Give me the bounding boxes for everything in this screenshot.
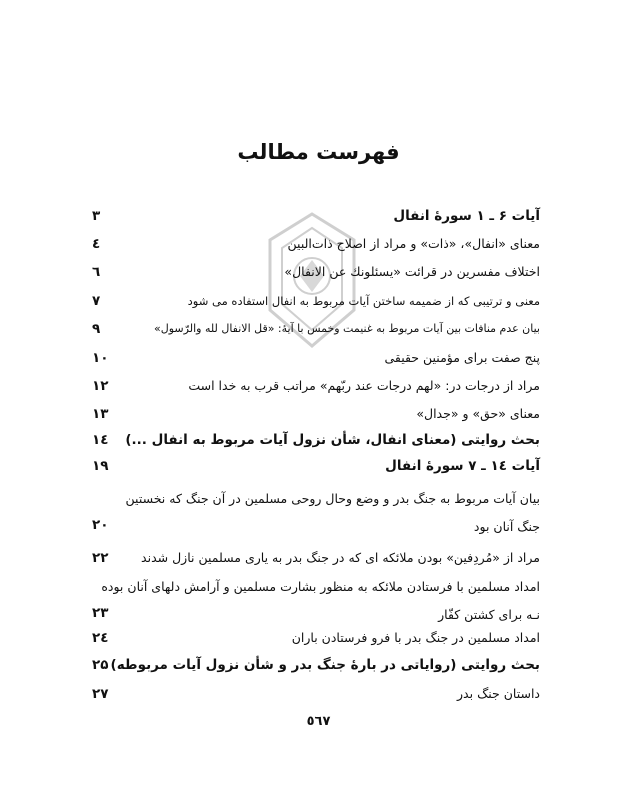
toc-entry[interactable] — [92, 684, 540, 704]
page-number: ٥٦٧ — [306, 714, 331, 729]
toc-entry-page: ۲۰ — [92, 517, 109, 533]
toc-entry-page: ۲۷ — [92, 686, 109, 702]
toc-entry-text: آیات ۶ ـ ۱ سورهٔ انفال — [393, 208, 540, 224]
toc-entry[interactable] — [92, 573, 540, 629]
toc-entry[interactable] — [92, 430, 540, 450]
toc-entry[interactable] — [92, 485, 540, 541]
toc-entry[interactable] — [92, 234, 540, 254]
toc-entry-page: ۹ — [92, 321, 101, 337]
toc-entry-page: ۱۳ — [92, 406, 109, 422]
toc-entry-text: داستان جنگ بدر — [457, 686, 540, 701]
toc-entry-text: مراد از درجات در: «لهم درجات عند ربّهم» مراتب قرب به خدا است — [188, 378, 540, 393]
toc-entry-text: بحث روایتی (روایاتی در بارهٔ جنگ بدر و شأن نزول آیات مربوطه) — [110, 657, 540, 673]
toc-entry[interactable] — [92, 456, 540, 476]
toc-entry-page: ۷ — [92, 293, 101, 309]
toc-entry-text: امداد مسلمین در جنگ بدر با فرو فرستادن باران — [291, 630, 540, 645]
toc-entry-text: معنای «انفال»، «ذات» و مراد از اصلاح ذات‌البین — [287, 236, 540, 251]
page-title: فهرست مطالب — [237, 140, 400, 164]
toc-entry[interactable] — [92, 348, 540, 368]
toc-entry[interactable] — [92, 404, 540, 424]
toc-entry-text: معنای «حق» و «جدال» — [416, 406, 540, 421]
toc-entry[interactable] — [92, 291, 540, 311]
toc-entry[interactable] — [92, 376, 540, 396]
toc-entry-text: پنج صفت برای مؤمنین حقیقی — [384, 350, 540, 365]
toc-entry-page: ۱۲ — [92, 378, 109, 394]
toc-entry-text: مراد از «مُردِفین» بودن ملائکه ای که در جنگ بدر به یاری مسلمین نازل شدند — [141, 550, 540, 565]
toc-entry-page: ١٤ — [92, 432, 109, 448]
toc-entry-text: بیان عدم منافات بین آیات مربوط به غنیمت وخمس با آیهٔ: «قل الانفال لله والرّسول» — [154, 322, 540, 335]
toc-entry[interactable] — [92, 655, 540, 675]
toc-entry-text: معنی و ترتیبی که از ضمیمه ساختن آیات مربوط به انفال استفاده می شود — [187, 294, 540, 308]
toc-entry-page: ۲۳ — [92, 605, 109, 621]
toc-entry-page: ۱۹ — [92, 458, 109, 474]
toc-entry[interactable] — [92, 628, 540, 648]
toc-entry-text: امداد مسلمین با فرستادن ملائکه به منظور بشارت مسلمین و آرامش دلهای آنان بوده نـه برای کشتن کفّار — [101, 579, 540, 622]
toc-entry[interactable] — [92, 319, 540, 339]
toc-entry-page: ۱۰ — [92, 350, 109, 366]
toc-entry-text: بحث روایتی (معنای انفال، شأن نزول آیات مربوط به انفال ...) — [125, 432, 540, 448]
toc-entry-text: بیان آیات مربوط به جنگ بدر و وضع وحال روحی مسلمین در آن جنگ که نخستین جنگ آنان بود — [125, 491, 540, 534]
toc-entry-page: ٢٤ — [92, 630, 109, 646]
toc-entry-page: ٤ — [92, 236, 101, 252]
toc-entry[interactable] — [92, 548, 540, 568]
toc-entry[interactable] — [92, 206, 540, 226]
toc-entry-text: اختلاف مفسرین در قرائت «یسئلونك عن الانفال» — [284, 264, 540, 279]
toc-entry-text: آیات ١٤ ـ ۷ سورهٔ انفال — [385, 458, 540, 474]
toc-entry-page: ٦ — [92, 264, 101, 280]
toc-entry-page: ۳ — [92, 208, 101, 224]
toc-entry[interactable] — [92, 262, 540, 282]
toc-entry-page: ۲۲ — [92, 550, 109, 566]
toc-entry-page: ۲۵ — [92, 657, 109, 673]
